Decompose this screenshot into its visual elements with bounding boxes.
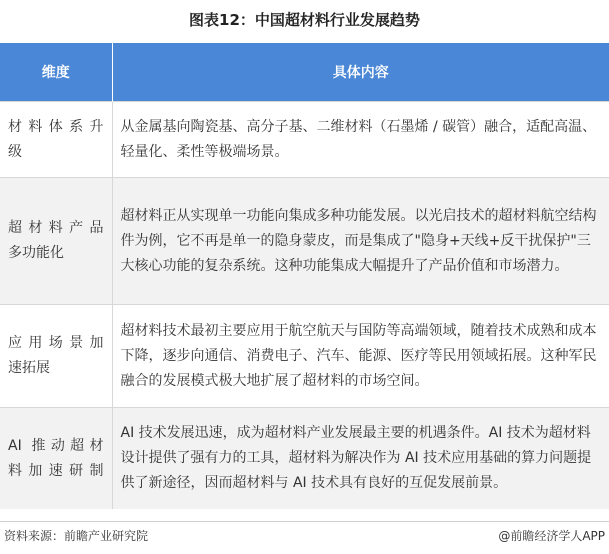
dimension-line: 多功能化 xyxy=(8,245,64,261)
footer-divider xyxy=(0,521,609,522)
table-row xyxy=(0,305,609,408)
trend-table xyxy=(0,43,609,509)
dimension-cell xyxy=(0,102,112,178)
credit-note: @前瞻经济学人APP xyxy=(498,529,605,543)
content-cell: AI 技术发展迅速，成为超材料产业发展最主要的机遇条件。AI 技术为超材料设计提供了强有力的工具，超材料为解决作为 AI 技术应用基础的算力问题提供了新途径，因而超材料与 AI 技术具有良好的互促发展前景。 xyxy=(112,408,609,510)
table-row xyxy=(0,178,609,305)
dimension-line: 速拓展 xyxy=(8,360,50,376)
header-dimension: 维度 xyxy=(0,43,112,102)
table-row xyxy=(0,102,609,178)
dimension-line: 超材料产品 xyxy=(8,220,104,236)
dimension-line: 料加速研制 xyxy=(8,462,104,479)
table-row xyxy=(0,408,609,510)
dimension-line: 应用场景加 xyxy=(8,335,104,351)
content-cell: 超材料技术最初主要应用于航空航天与国防等高端领域，随着技术成熟和成本下降，逐步向通信、消费电子、汽车、能源、医疗等民用领域拓展。这种军民融合的发展模式极大地扩展了超材料的市场空间。 xyxy=(112,305,609,408)
dimension-cell xyxy=(0,178,112,305)
content-cell: 从金属基向陶瓷基、高分子基、二维材料（石墨烯 / 碳管）融合，适配高温、轻量化、柔性等极端场景。 xyxy=(112,102,609,178)
dimension-line: 级 xyxy=(8,143,22,160)
dimension-line: AI 推动超材 xyxy=(8,437,104,454)
header-content: 具体内容 xyxy=(112,43,609,102)
dimension-cell xyxy=(0,408,112,510)
dimension-cell xyxy=(0,305,112,408)
source-note: 资料来源：前瞻产业研究院 xyxy=(4,529,149,543)
dimension-line: 材料体系升 xyxy=(8,118,104,135)
table-header-row xyxy=(0,43,609,102)
content-cell: 超材料正从实现单一功能向集成多种功能发展。以光启技术的超材料航空结构件为例，它不再是单一的隐身蒙皮，而是集成了"隐身+天线+反干扰保护"三大核心功能的复杂系统。这种功能集成大幅提升了产品价值和市场潜力。 xyxy=(112,178,609,305)
chart-title: 图表12：中国超材料行业发展趋势 xyxy=(189,11,420,29)
